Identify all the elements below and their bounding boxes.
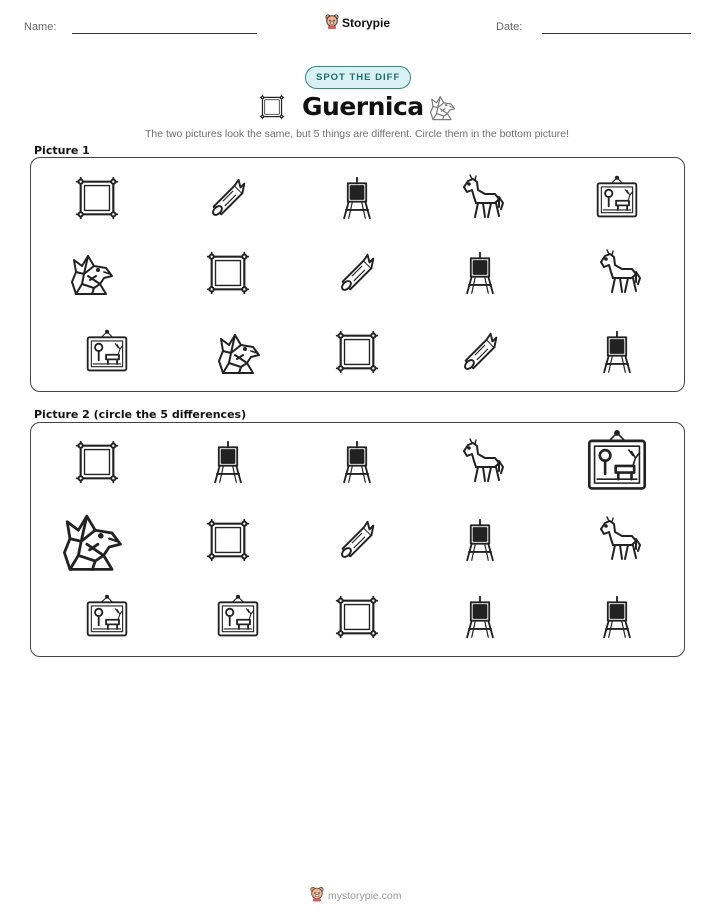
framed-deer-painting-icon (84, 329, 130, 375)
picture1-wolf-r3c2 (213, 327, 263, 377)
picture1-easel-r3c5 (594, 329, 640, 375)
picture1-framed-deer-painting-r3c1 (84, 329, 130, 375)
easel-icon (205, 439, 251, 485)
name-line[interactable] (72, 33, 257, 34)
framed-deer-painting-icon (84, 594, 130, 640)
horse-icon (455, 437, 505, 487)
picture1-easel-r2c4 (457, 250, 503, 296)
footer-bear-mascot-icon (310, 886, 324, 905)
footer (310, 886, 402, 905)
spot-the-diff-badge: SPOT THE DIFF (305, 66, 411, 89)
frame-icon (333, 328, 381, 376)
brand-logo (325, 14, 390, 32)
picture2-framed-deer-painting-r3c1[interactable] (84, 594, 130, 640)
name-label: Name: (24, 21, 57, 33)
brand-name: Storypie (342, 16, 391, 30)
picture1-horse-r1c4 (455, 173, 505, 223)
picture2-framed-deer-painting-r3c2[interactable] (215, 594, 261, 640)
wolf-icon (213, 327, 263, 377)
picture2-horse-r1c4[interactable] (455, 437, 505, 487)
log-icon (333, 249, 381, 297)
picture2-wolf-r2c1[interactable] (56, 505, 126, 575)
page-title: Guernica (302, 92, 424, 121)
easel-icon (334, 439, 380, 485)
framed-deer-painting-icon (215, 594, 261, 640)
picture1-frame-r1c1 (73, 174, 121, 222)
picture1-frame-r3c3 (333, 328, 381, 376)
easel-icon (457, 517, 503, 563)
horse-icon (455, 173, 505, 223)
picture2-framed-deer-painting-r1c5[interactable] (584, 429, 650, 495)
picture1-wolf-r2c1 (66, 248, 116, 298)
framed-deer-painting-icon (594, 175, 640, 221)
easel-icon (334, 175, 380, 221)
picture1-log-r1c2 (204, 174, 252, 222)
horse-icon (592, 515, 642, 565)
picture1-label: Picture 1 (34, 144, 90, 157)
horse-icon (592, 248, 642, 298)
picture1-frame-r2c2 (204, 249, 252, 297)
wolf-icon (66, 248, 116, 298)
picture2-log-r2c3[interactable] (333, 516, 381, 564)
easel-icon (594, 594, 640, 640)
log-icon (333, 516, 381, 564)
picture1-log-r3c4 (456, 328, 504, 376)
picture2-label: Picture 2 (circle the 5 differences) (34, 408, 247, 421)
date-line[interactable] (542, 33, 691, 34)
footer-site: mystorypie.com (328, 889, 402, 902)
frame-icon (333, 593, 381, 641)
frame-icon (73, 174, 121, 222)
picture1-horse-r2c5 (592, 248, 642, 298)
easel-icon (457, 594, 503, 640)
picture1-easel-r1c3 (334, 175, 380, 221)
picture2-easel-r3c5[interactable] (594, 594, 640, 640)
frame-icon (204, 249, 252, 297)
easel-icon (594, 329, 640, 375)
picture2-easel-r1c2[interactable] (205, 439, 251, 485)
picture1-framed-deer-painting-r1c5 (594, 175, 640, 221)
date-label: Date: (496, 21, 523, 33)
picture2-frame-r1c1[interactable] (73, 438, 121, 486)
picture2-horse-r2c5[interactable] (592, 515, 642, 565)
title-wolf-icon (426, 92, 458, 122)
picture2-frame-r3c3[interactable] (333, 593, 381, 641)
log-icon (204, 174, 252, 222)
frame-icon (204, 516, 252, 564)
log-icon (456, 328, 504, 376)
picture2-easel-r1c3[interactable] (334, 439, 380, 485)
frame-icon (73, 438, 121, 486)
picture2-easel-r3c4[interactable] (457, 594, 503, 640)
instructions: The two pictures look the same, but 5 things are different. Circle them in the bottom picture! (144, 128, 570, 140)
picture2-frame-r2c2[interactable] (204, 516, 252, 564)
bear-mascot-icon (325, 14, 339, 32)
framed-deer-painting-icon (584, 429, 650, 495)
title-frame-icon (258, 93, 286, 121)
easel-icon (457, 250, 503, 296)
picture1-log-r2c3 (333, 249, 381, 297)
wolf-icon (56, 505, 126, 575)
picture2-easel-r2c4[interactable] (457, 517, 503, 563)
